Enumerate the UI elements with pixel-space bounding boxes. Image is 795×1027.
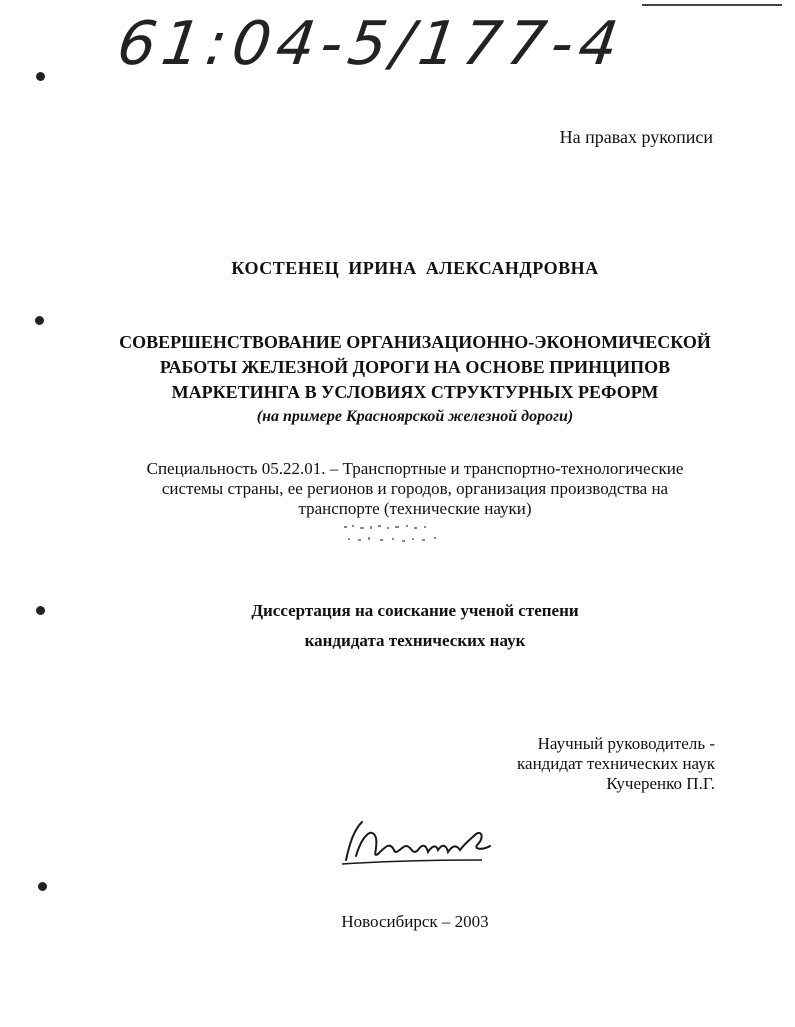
scan-edge-mark bbox=[642, 4, 782, 6]
scientific-advisor-block bbox=[517, 734, 715, 794]
city-and-year: Новосибирск – 2003 bbox=[341, 912, 489, 931]
specialty-line: Специальность 05.22.01. – Транспортные и транспортно-технологические bbox=[146, 459, 684, 478]
author-signature bbox=[332, 816, 502, 876]
archive-code-handwritten: 61:04-5/177-4 bbox=[113, 9, 629, 79]
title-line: МАРКЕТИНГА В УСЛОВИЯХ СТРУКТУРНЫХ РЕФОРМ bbox=[171, 382, 659, 402]
binding-hole-dot bbox=[38, 882, 47, 891]
dissertation-title bbox=[0, 330, 795, 405]
manuscript-rights-note: На правах рукописи bbox=[559, 127, 713, 147]
title-line: СОВЕРШЕНСТВОВАНИЕ ОРГАНИЗАЦИОННО-ЭКОНОМИЧЕСКОЙ bbox=[119, 332, 711, 352]
advisor-line: Кучеренко П.Г. bbox=[606, 774, 715, 793]
degree-statement bbox=[0, 596, 795, 656]
degree-line: Диссертация на соискание ученой степени bbox=[251, 601, 579, 620]
advisor-line: кандидат технических наук bbox=[517, 754, 715, 773]
specialty-line: транспорте (технические науки) bbox=[298, 499, 532, 518]
binding-hole-dot bbox=[35, 316, 44, 325]
author-name: КОСТЕНЕЦ ИРИНА АЛЕКСАНДРОВНА bbox=[231, 258, 599, 278]
binding-hole-dot bbox=[36, 72, 45, 81]
faded-stamp-noise bbox=[340, 522, 450, 548]
title-line: РАБОТЫ ЖЕЛЕЗНОЙ ДОРОГИ НА ОСНОВЕ ПРИНЦИПОВ bbox=[159, 357, 671, 377]
specialty-block bbox=[120, 459, 710, 519]
specialty-line: системы страны, ее регионов и городов, организация производства на bbox=[161, 479, 669, 498]
advisor-line: Научный руководитель - bbox=[537, 734, 715, 753]
degree-line: кандидата технических наук bbox=[304, 631, 526, 650]
title-subtitle: (на примере Красноярской железной дороги) bbox=[256, 408, 574, 425]
